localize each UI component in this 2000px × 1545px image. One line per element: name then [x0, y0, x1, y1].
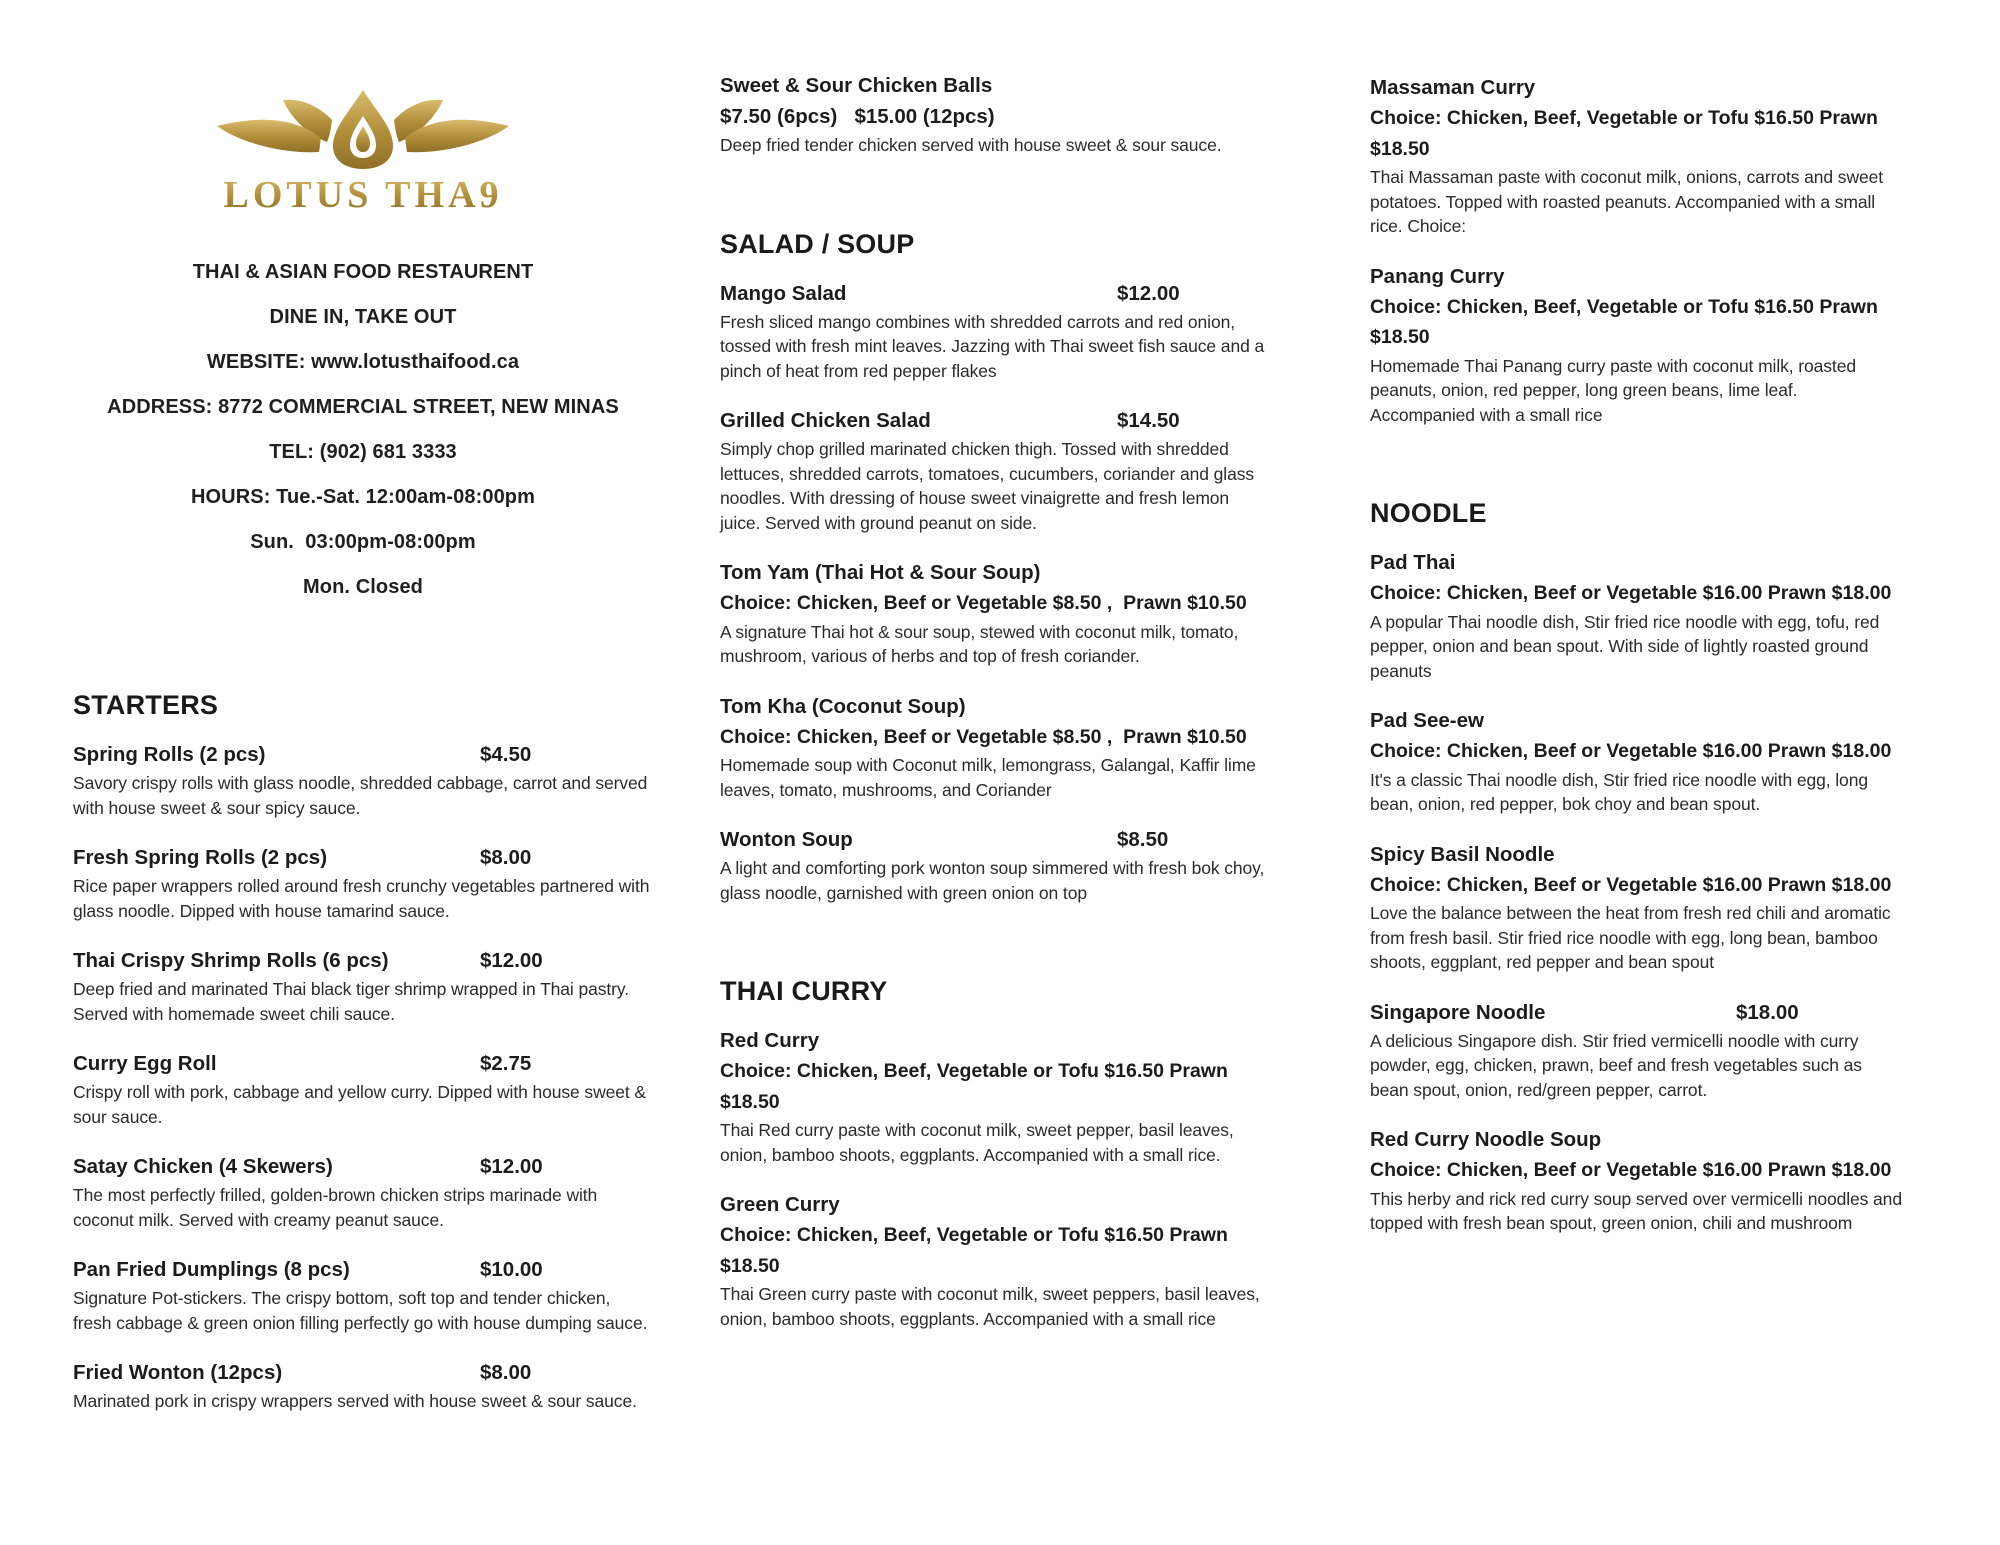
- item-name: Mango Salad: [720, 281, 847, 305]
- section-heading-starters: STARTERS: [73, 690, 219, 720]
- item-description: The most perfectly frilled, golden-brown chicken strips marinade with coconut milk. Served with creamy peanut sauce.: [73, 1185, 598, 1230]
- item-price: $8.50: [1117, 828, 1169, 851]
- item-name: Tom Yam (Thai Hot & Sour Soup): [720, 561, 1041, 584]
- item-description: Homemade Thai Panang curry paste with coconut milk, roasted peanuts, onion, red pepper, long green beans, lime leaf. Accompanied with a small rice: [1370, 355, 1856, 425]
- item-name: Pan Fried Dumplings (8 pcs): [73, 1258, 350, 1281]
- menu-item-singapore-noodle: [1370, 997, 1905, 1103]
- item-description: A signature Thai hot & sour soup, stewed with coconut milk, tomato, mushroom, various of herbs and top of fresh coriander.: [720, 621, 1239, 666]
- item-description: Love the balance between the heat from fresh red chili and aromatic from fresh basil. Stir fried rice noodle with egg, long bean, bamboo shoots, eggplant, red pepper and bean spout: [1370, 903, 1891, 972]
- lotus-logo-graphic: [203, 86, 523, 218]
- item-description: A popular Thai noodle dish, Stir fried rice noodle with egg, tofu, red pepper, onion and bean spout. With side of lightly roasted ground peanuts: [1370, 611, 1880, 681]
- item-choice-pricing: Choice: Chicken, Beef or Vegetable $16.00 Prawn $18.00: [1370, 873, 1892, 896]
- info-hours-monday: Mon. Closed: [303, 576, 423, 598]
- item-description: This herby and rick red curry soup served over vermicelli noodles and topped with fresh bean spout, green onion, chili and mushroom: [1370, 1188, 1902, 1233]
- info-hours-weekday: HOURS: Tue.-Sat. 12:00am-08:00pm: [190, 486, 536, 508]
- menu-item-curry-egg-roll: [73, 1048, 653, 1129]
- right-column: [1370, 0, 1905, 1258]
- item-description: Marinated pork in crispy wrappers served with house sweet & sour sauce.: [73, 1391, 637, 1411]
- menu-item-panang-curry: [1370, 261, 1905, 428]
- middle-column: [720, 0, 1265, 1353]
- menu-item-tom-yam: [720, 557, 1265, 669]
- menu-item-wonton-soup: [720, 824, 1265, 905]
- item-price: $4.50: [480, 743, 532, 766]
- item-description: Fresh sliced mango combines with shredded carrots and red onion, tossed with fresh mint leaves. Jazzing with Thai sweet fish sauce and a pinch of heat from red pepper flakes: [720, 311, 1265, 381]
- info-website: WEBSITE: www.lotusthaifood.ca: [206, 351, 520, 373]
- item-name: Fresh Spring Rolls (2 pcs): [73, 846, 328, 869]
- menu-item-pad-thai: [1370, 547, 1905, 683]
- item-price: $12.00: [1117, 281, 1180, 305]
- item-description: Deep fried tender chicken served with house sweet & sour sauce.: [720, 135, 1222, 155]
- menu-item-tom-kha: [720, 691, 1265, 803]
- item-name: Spicy Basil Noodle: [1370, 842, 1555, 866]
- info-phone: TEL: (902) 681 3333: [269, 441, 457, 463]
- restaurant-info: [73, 262, 653, 597]
- section-heading-thai-curry: THAI CURRY: [720, 976, 888, 1006]
- item-price: $2.75: [480, 1052, 532, 1075]
- item-name: Spring Rolls (2 pcs): [73, 743, 266, 766]
- item-description: Homemade soup with Coconut milk, lemongrass, Galangal, Kaffir lime leaves, tomato, mushrooms, and Coriander: [720, 755, 1256, 800]
- item-price-line: $7.50 (6pcs) $15.00 (12pcs): [720, 105, 995, 128]
- item-choice-pricing: Choice: Chicken, Beef, Vegetable or Tofu $16.50 Prawn $18.50: [720, 1224, 1234, 1277]
- item-name: Panang Curry: [1370, 264, 1505, 288]
- item-name: Grilled Chicken Salad: [720, 409, 931, 432]
- info-service-type: DINE IN, TAKE OUT: [269, 306, 457, 328]
- menu-item-sweet-sour-chicken-balls: [720, 70, 1265, 158]
- item-name: Fried Wonton (12pcs): [73, 1361, 283, 1384]
- item-description: Savory crispy rolls with glass noodle, shredded cabbage, carrot and served with house sweet & sour spicy sauce.: [73, 773, 648, 818]
- item-description: Thai Red curry paste with coconut milk, sweet pepper, basil leaves, onion, bamboo shoots, eggplants. Accompanied with a small rice.: [720, 1120, 1234, 1165]
- item-choice-pricing: Choice: Chicken, Beef or Vegetable $8.50 , Prawn $10.50: [720, 592, 1247, 614]
- item-description: A light and comforting pork wonton soup simmered with fresh bok choy, glass noodle, garnished with green onion on top: [720, 858, 1265, 903]
- menu-item-spring-rolls: [73, 739, 653, 820]
- item-description: Thai Massaman paste with coconut milk, onions, carrots and sweet potatoes. Topped with roasted peanuts. Accompanied with a small rice. Choice:: [1370, 167, 1884, 236]
- item-description: Simply chop grilled marinated chicken thigh. Tossed with shredded lettuces, shredded carrots, tomatoes, cucumbers, coriander and glass noodles. With dressing of house sweet vinaigrette and fresh lemon juice. Served with ground peanut on side.: [720, 439, 1255, 533]
- menu-item-mango-salad: [720, 278, 1265, 384]
- item-name: Massaman Curry: [1370, 76, 1536, 99]
- item-name: Thai Crispy Shrimp Rolls (6 pcs): [73, 949, 389, 972]
- menu-item-fresh-spring-rolls: [73, 842, 653, 923]
- section-heading-noodle: NOODLE: [1370, 498, 1487, 528]
- item-price: $8.00: [480, 1361, 532, 1384]
- item-name: Red Curry: [720, 1029, 820, 1052]
- item-description: Deep fried and marinated Thai black tiger shrimp wrapped in Thai pastry. Served with homemade sweet chili sauce.: [73, 979, 630, 1024]
- menu-item-green-curry: [720, 1189, 1265, 1331]
- menu-item-pad-see-ew: [1370, 705, 1905, 817]
- item-price: $14.50: [1117, 409, 1180, 432]
- item-name: Singapore Noodle: [1370, 1000, 1546, 1024]
- menu-item-fried-wonton: [73, 1357, 653, 1414]
- item-choice-pricing: Choice: Chicken, Beef or Vegetable $8.50 , Prawn $10.50: [720, 725, 1247, 748]
- item-name: Green Curry: [720, 1193, 840, 1216]
- item-choice-pricing: Choice: Chicken, Beef, Vegetable or Tofu $16.50 Prawn $18.50: [1370, 107, 1884, 160]
- item-name: Wonton Soup: [720, 828, 853, 851]
- menu-item-massaman-curry: [1370, 72, 1905, 239]
- item-choice-pricing: Choice: Chicken, Beef or Vegetable $16.00 Prawn $18.00: [1370, 1159, 1892, 1181]
- item-choice-pricing: Choice: Chicken, Beef, Vegetable or Tofu $16.50 Prawn $18.50: [720, 1060, 1234, 1113]
- item-price: $18.00: [1736, 1000, 1799, 1024]
- item-description: Thai Green curry paste with coconut milk, sweet peppers, basil leaves, onion, bamboo shoots, eggplants. Accompanied with a small rice: [720, 1284, 1260, 1329]
- info-restaurant-type: THAI & ASIAN FOOD RESTAURENT: [192, 261, 534, 283]
- menu-item-pan-fried-dumplings: [73, 1254, 653, 1335]
- item-price: $12.00: [480, 1155, 543, 1178]
- item-price: $12.00: [480, 949, 543, 972]
- item-name: Pad Thai: [1370, 551, 1456, 574]
- logo-text: LOTUS THA9: [223, 174, 503, 216]
- left-column: [73, 0, 653, 1436]
- item-choice-pricing: Choice: Chicken, Beef, Vegetable or Tofu $16.50 Prawn $18.50: [1370, 295, 1884, 348]
- item-name: Satay Chicken (4 Skewers): [73, 1155, 333, 1178]
- item-name: Sweet & Sour Chicken Balls: [720, 74, 993, 97]
- item-name: Red Curry Noodle Soup: [1370, 1128, 1602, 1151]
- item-choice-pricing: Choice: Chicken, Beef or Vegetable $16.00 Prawn $18.00: [1370, 740, 1892, 762]
- info-address: ADDRESS: 8772 COMMERCIAL STREET, NEW MINAS: [107, 396, 619, 418]
- lotus-flower-icon: [217, 90, 509, 169]
- item-name: Tom Kha (Coconut Soup): [720, 694, 966, 718]
- item-name: Curry Egg Roll: [73, 1052, 217, 1075]
- menu-item-satay-chicken: [73, 1151, 653, 1232]
- item-description: Signature Pot-stickers. The crispy bottom, soft top and tender chicken, fresh cabbage & green onion filling perfectly go with house dumping sauce.: [73, 1288, 648, 1333]
- restaurant-logo: [73, 86, 653, 218]
- menu-item-red-curry-noodle-soup: [1370, 1124, 1905, 1236]
- item-description: A delicious Singapore dish. Stir fried vermicelli noodle with curry powder, egg, chicken, prawn, beef and fresh vegetables such as bean spout, onion, red/green pepper, carrot.: [1370, 1030, 1862, 1100]
- item-name: Pad See-ew: [1370, 709, 1484, 732]
- section-heading-salad-soup: SALAD / SOUP: [720, 228, 915, 259]
- item-description: It's a classic Thai noodle dish, Stir fried rice noodle with egg, long bean, onion, red pepper, bok choy and bean spout.: [1370, 769, 1868, 814]
- menu-item-red-curry: [720, 1025, 1265, 1167]
- item-price: $10.00: [480, 1258, 543, 1281]
- menu-item-thai-crispy-shrimp-rolls: [73, 945, 653, 1026]
- item-description: Crispy roll with pork, cabbage and yellow curry. Dipped with house sweet & sour sauce.: [73, 1082, 646, 1127]
- menu-item-spicy-basil-noodle: [1370, 839, 1905, 975]
- info-hours-sunday: Sun. 03:00pm-08:00pm: [250, 531, 476, 553]
- menu-item-grilled-chicken-salad: [720, 405, 1265, 535]
- item-choice-pricing: Choice: Chicken, Beef or Vegetable $16.00 Prawn $18.00: [1370, 582, 1892, 604]
- item-description: Rice paper wrappers rolled around fresh crunchy vegetables partnered with glass noodle. Dipped with house tamarind sauce.: [73, 876, 650, 921]
- item-price: $8.00: [480, 846, 532, 869]
